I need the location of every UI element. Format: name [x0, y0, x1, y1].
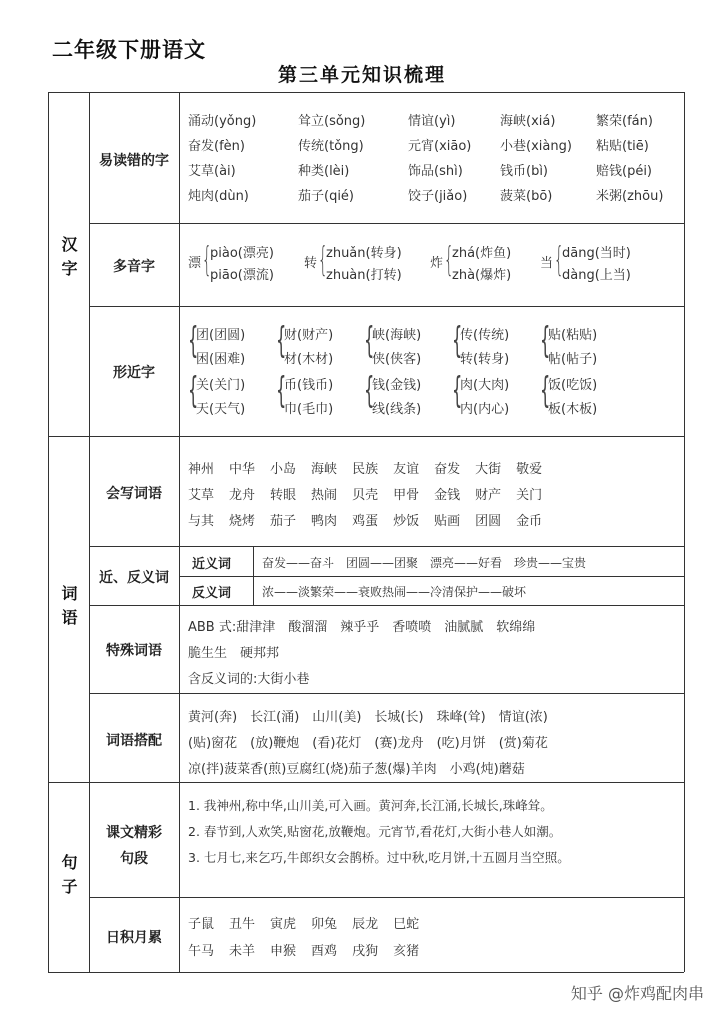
page-top-title: 二年级下册语文 [52, 38, 206, 62]
yidu-row: 奋发(fèn) 传统(tǒng) 元宵(xiāo) 小巷(xiàng) 粘贴(tiē) [188, 139, 649, 154]
watermark: 知乎 @炸鸡配肉串 [570, 984, 704, 1003]
section-hanzi: 汉字 [59, 236, 78, 284]
dapei-line: (贴)窗花 (放)鞭炮 (看)花灯 (赛)龙舟 (吃)月饼 (赏)菊花 [188, 736, 548, 751]
kewen-line: 1. 我神州,称中华,山川美,可入画。黄河奔,长江涌,长城长,珠峰耸。 [188, 798, 553, 813]
fanyi-text: 浓——淡繁荣——衰败热闹——冷清保护——破坏 [262, 585, 527, 599]
huixie-row: 神州 中华 小岛 海峡 民族 友谊 奋发 大街 敬爱 [188, 462, 543, 477]
teshu-line: 含反义词的:大街小巷 [188, 672, 310, 687]
jinyi-text: 奋发——奋斗 团圆——团聚 漂亮——好看 珍贵——宝贵 [262, 556, 587, 570]
kewen-line: 2. 春节到,人欢笑,贴窗花,放鞭炮。元宵节,看花灯,大街小巷人如潮。 [188, 824, 562, 839]
category-yidu: 易读错的字 [99, 153, 169, 169]
yidu-row: 艾草(ài) 种类(lèi) 饰品(shì) 钱币(bì) 赔钱(péi) [188, 164, 653, 179]
category-kewen: 课文精彩句段 [106, 825, 162, 867]
teshu-line: 脆生生 硬邦邦 [188, 646, 280, 661]
category-jinfan: 近、反义词 [99, 570, 169, 586]
category-xingjin: 形近字 [113, 365, 155, 381]
teshu-line: ABB 式:甜津津 酸溜溜 辣乎乎 香喷喷 油腻腻 软绵绵 [188, 620, 536, 635]
dapei-line: 凉(拌)菠菜香(煎)豆腐红(烧)茄子葱(爆)羊肉 小鸡(炖)蘑菇 [188, 762, 525, 777]
kewen-line: 3. 七月七,来乞巧,牛郎织女会鹊桥。过中秋,吃月饼,十五圆月当空照。 [188, 850, 570, 865]
jinyi-label: 近义词 [192, 557, 232, 572]
riji-row: 午马 未羊 申猴 酉鸡 戌狗 亥猪 [188, 944, 420, 959]
yidu-row: 炖肉(dùn) 茄子(qié) 饺子(jiǎo) 菠菜(bō) 米粥(zhōu) [188, 189, 664, 204]
category-duoyin: 多音字 [113, 259, 155, 275]
category-huixie: 会写词语 [106, 486, 162, 502]
huixie-row: 艾草 龙舟 转眼 热闹 贝壳 甲骨 金钱 财产 关门 [188, 488, 543, 503]
category-riji: 日积月累 [106, 930, 162, 946]
fanyi-label: 反义词 [192, 586, 232, 601]
yidu-row: 涌动(yǒng) 耸立(sǒng) 情谊(yì) 海峡(xiá) 繁荣(fán) [188, 114, 653, 129]
category-teshu: 特殊词语 [106, 643, 162, 659]
category-dapei: 词语搭配 [106, 733, 162, 749]
main-title: 第三单元知识梳理 [277, 64, 446, 86]
riji-row: 子鼠 丑牛 寅虎 卯兔 辰龙 巳蛇 [188, 917, 420, 932]
dapei-line: 黄河(奔) 长江(涌) 山川(美) 长城(长) 珠峰(耸) 情谊(浓) [188, 710, 548, 725]
section-juzi: 句子 [59, 854, 78, 902]
section-ciyu: 词语 [59, 585, 78, 633]
huixie-row: 与其 烧烤 茄子 鸭肉 鸡蛋 炒饭 贴画 团圆 金币 [188, 514, 543, 529]
